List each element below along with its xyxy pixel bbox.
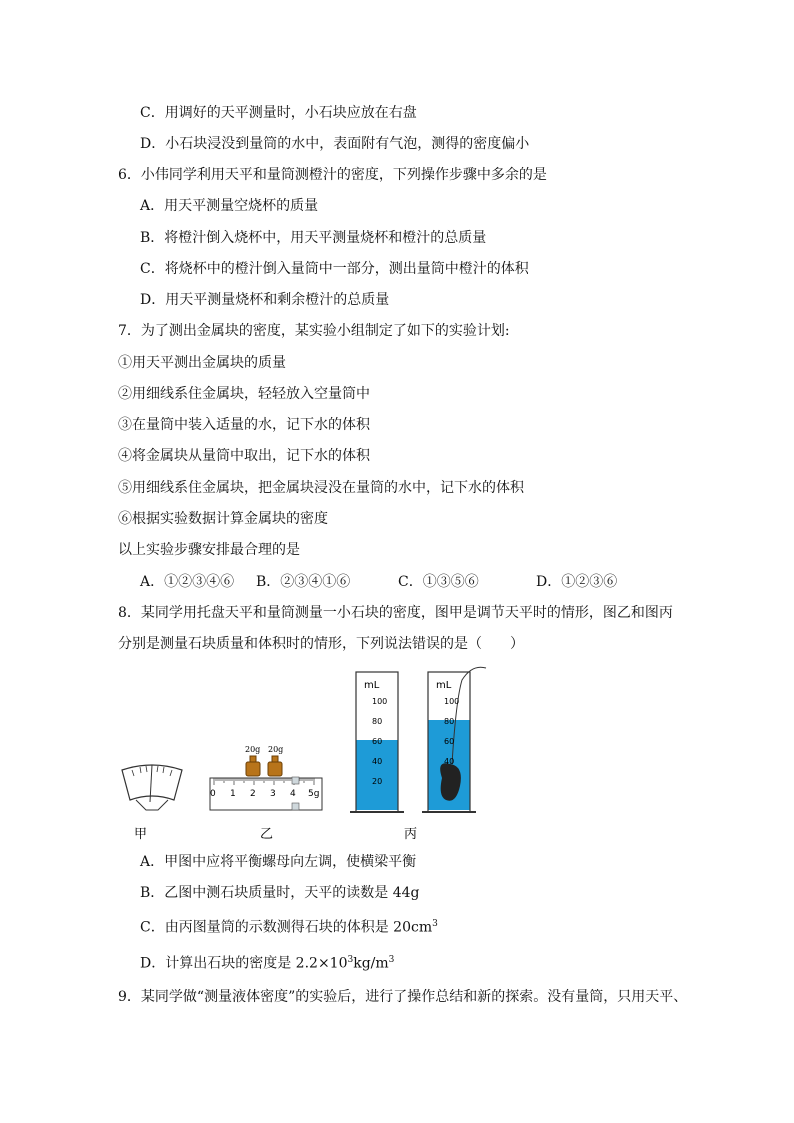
svg-text:60: 60 <box>444 737 455 746</box>
q7-step-2: ②用细线系住金属块，轻轻放入空量筒中 <box>118 386 370 402</box>
weight-label-1: 20g <box>245 745 261 754</box>
q7-step-4: ④将金属块从量筒中取出，记下水的体积 <box>118 448 370 464</box>
q8-stem-line2: 分别是测量石块质量和体积时的情形，下列说法错误的是（ ） <box>118 636 524 652</box>
q8-option-c: C．由丙图量筒的示数测得石块的体积是 $20cm^3$ <box>140 919 438 936</box>
q6-option-a: A．用天平测量空烧杯的质量 <box>140 198 319 214</box>
q8-figure <box>110 660 710 850</box>
q7-option-b: B．②③④①⑥ <box>256 574 351 590</box>
q8-stem-line1: 8．某同学用托盘天平和量筒测量一小石块的密度，图甲是调节天平时的情形，图乙和图丙 <box>118 605 673 621</box>
svg-text:3: 3 <box>270 789 276 799</box>
label-jia: 甲 <box>134 827 148 842</box>
svg-text:80: 80 <box>372 717 383 726</box>
q7-option-a: A．①②③④⑥ <box>140 574 235 590</box>
weight-label-2: 20g <box>268 745 284 754</box>
q7-option-c: C．①③⑤⑥ <box>398 574 479 590</box>
q8-option-b: B．乙图中测石块质量时，天平的读数是 44g <box>140 885 420 901</box>
q7-ask: 以上实验步骤安排最合理的是 <box>118 542 300 558</box>
svg-text:0: 0 <box>210 789 216 799</box>
balance-dial-jia <box>122 765 182 810</box>
svg-text:5g: 5g <box>308 789 320 799</box>
q6-option-c: C．将烧杯中的橙汁倒入量筒中一部分，测出量筒中橙汁的体积 <box>140 261 529 277</box>
svg-text:100: 100 <box>444 697 460 706</box>
q7-step-5: ⑤用细线系住金属块，把金属块浸没在量筒的水中，记下水的体积 <box>118 480 524 496</box>
svg-text:100: 100 <box>372 697 388 706</box>
q6-stem: 6．小伟同学利用天平和量筒测橙汁的密度，下列操作步骤中多余的是 <box>118 167 547 183</box>
q5-option-c: C．用调好的天平测量时，小石块应放在右盘 <box>140 105 417 121</box>
svg-text:60: 60 <box>372 737 383 746</box>
svg-text:4: 4 <box>290 789 296 799</box>
q7-option-d: D．①②③⑥ <box>536 574 618 590</box>
weights <box>246 756 282 776</box>
q6-option-b: B．将橙汁倒入烧杯中，用天平测量烧杯和橙汁的总质量 <box>140 230 487 246</box>
q7-stem: 7．为了测出金属块的密度，某实验小组制定了如下的实验计划: <box>118 323 510 339</box>
q8-option-d: D．计算出石块的密度是 $2.2\times 10^3kg/m^3$ <box>140 955 395 972</box>
q7-step-3: ③在量筒中装入适量的水，记下水的体积 <box>118 417 370 433</box>
ruler-yi <box>210 777 322 810</box>
cyl1-unit: mL <box>364 680 380 691</box>
svg-text:40: 40 <box>444 757 455 766</box>
svg-text:20: 20 <box>372 777 383 786</box>
q5-option-d: D．小石块浸没到量筒的水中，表面附有气泡，测得的密度偏小 <box>140 136 530 152</box>
label-yi: 乙 <box>260 827 274 842</box>
q9-stem: 9．某同学做“测量液体密度”的实验后，进行了操作总结和新的探索。没有量筒，只用天平、 <box>118 989 688 1005</box>
q8-option-a: A．甲图中应将平衡螺母向左调，使横梁平衡 <box>140 854 417 870</box>
svg-text:2: 2 <box>250 789 256 799</box>
svg-text:1: 1 <box>230 789 236 799</box>
label-bing: 丙 <box>404 827 418 842</box>
svg-text:40: 40 <box>372 757 383 766</box>
q6-option-d: D．用天平测量烧杯和剩余橙汁的总质量 <box>140 292 390 308</box>
q7-step-1: ①用天平测出金属块的质量 <box>118 355 286 371</box>
q7-step-6: ⑥根据实验数据计算金属块的密度 <box>118 511 328 527</box>
cyl2-unit: mL <box>436 680 452 691</box>
svg-text:80: 80 <box>444 717 455 726</box>
